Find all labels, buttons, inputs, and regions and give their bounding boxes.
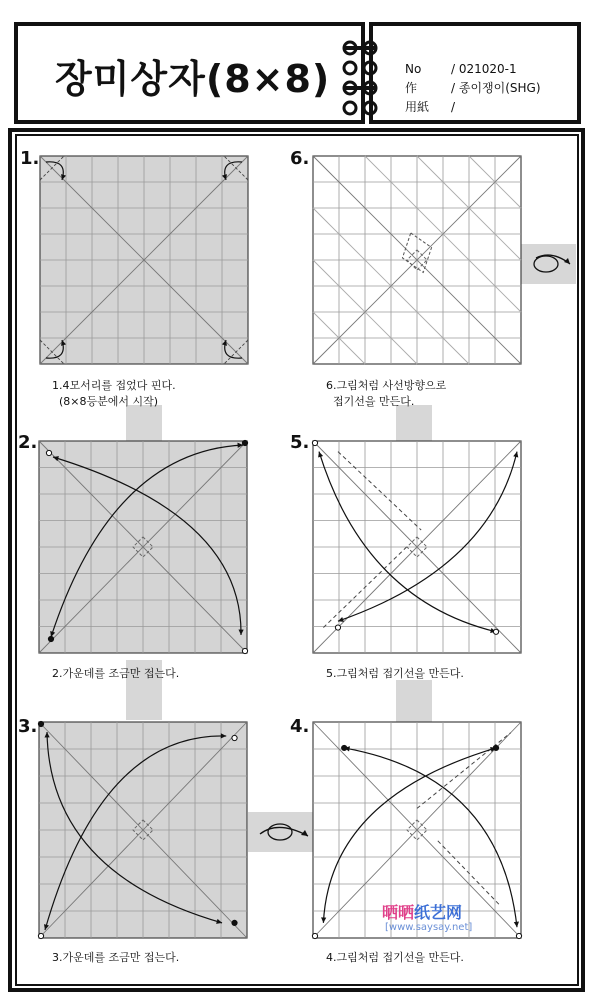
watermark-brand-a: 晒晒 <box>382 903 415 922</box>
corner-dot <box>342 745 347 750</box>
corner-dot <box>242 440 247 445</box>
paper-label: 用紙 <box>405 100 430 114</box>
step-2-caption: 2.가운데를 조금만 접는다. <box>52 667 180 680</box>
ring-binder-icon <box>340 38 380 118</box>
corner-dot <box>38 933 43 938</box>
author-value: / 종이쟁이(SHG) <box>451 81 541 95</box>
info-paper <box>405 98 455 116</box>
step-4-number: 4. <box>290 716 310 737</box>
step-2-number: 2. <box>18 432 38 453</box>
step-3-number: 3. <box>18 716 38 737</box>
step-2-diagram <box>39 441 247 653</box>
step-6-diagram <box>313 156 521 364</box>
corner-dot <box>312 933 317 938</box>
corner-dot <box>46 450 51 455</box>
step-6-number: 6. <box>290 148 310 169</box>
no-value: / 021020-1 <box>451 62 517 76</box>
info-author <box>405 79 541 97</box>
corner-dot <box>493 629 498 634</box>
page-title: 장미상자(8×8) <box>55 57 331 101</box>
step-3-diagram <box>39 722 247 938</box>
corner-dot <box>493 745 498 750</box>
corner-dot <box>516 933 521 938</box>
corner-dot <box>38 721 43 726</box>
corner-dot <box>335 625 340 630</box>
corner-dot <box>232 920 237 925</box>
watermark-url: [www.saysay.net] <box>385 922 473 933</box>
watermark-brand-b: 纸艺网 <box>414 903 463 922</box>
corner-dot <box>48 636 53 641</box>
step-4-caption: 4.그림처럼 접기선을 만든다. <box>326 951 464 964</box>
info-no <box>405 60 517 78</box>
step-1-caption: 1.4모서리를 접었다 핀다. (8×8등분에서 시작) <box>52 379 176 408</box>
connector-5-6 <box>396 405 432 441</box>
step-1-number: 1. <box>20 148 40 169</box>
no-label: No <box>405 62 422 76</box>
step-5-number: 5. <box>290 432 310 453</box>
corner-dot <box>242 648 247 653</box>
step-6-caption: 6.그림처럼 사선방향으로 접기선을 만든다. <box>326 379 447 408</box>
connector-4-5 <box>396 680 432 724</box>
step-5-caption: 5.그림처럼 접기선을 만든다. <box>326 667 464 680</box>
author-label: 作 <box>405 81 418 95</box>
corner-dot <box>232 735 237 740</box>
flip-over-icon <box>254 818 314 848</box>
corner-dot <box>312 440 317 445</box>
flip-over-icon <box>522 250 578 280</box>
step-3-caption: 3.가운데를 조금만 접는다. <box>52 951 180 964</box>
watermark-logo <box>382 900 462 923</box>
connector-1-2 <box>126 405 162 441</box>
step-5-diagram <box>313 441 521 653</box>
step-1-diagram <box>40 156 248 364</box>
paper-value: / <box>451 100 456 114</box>
